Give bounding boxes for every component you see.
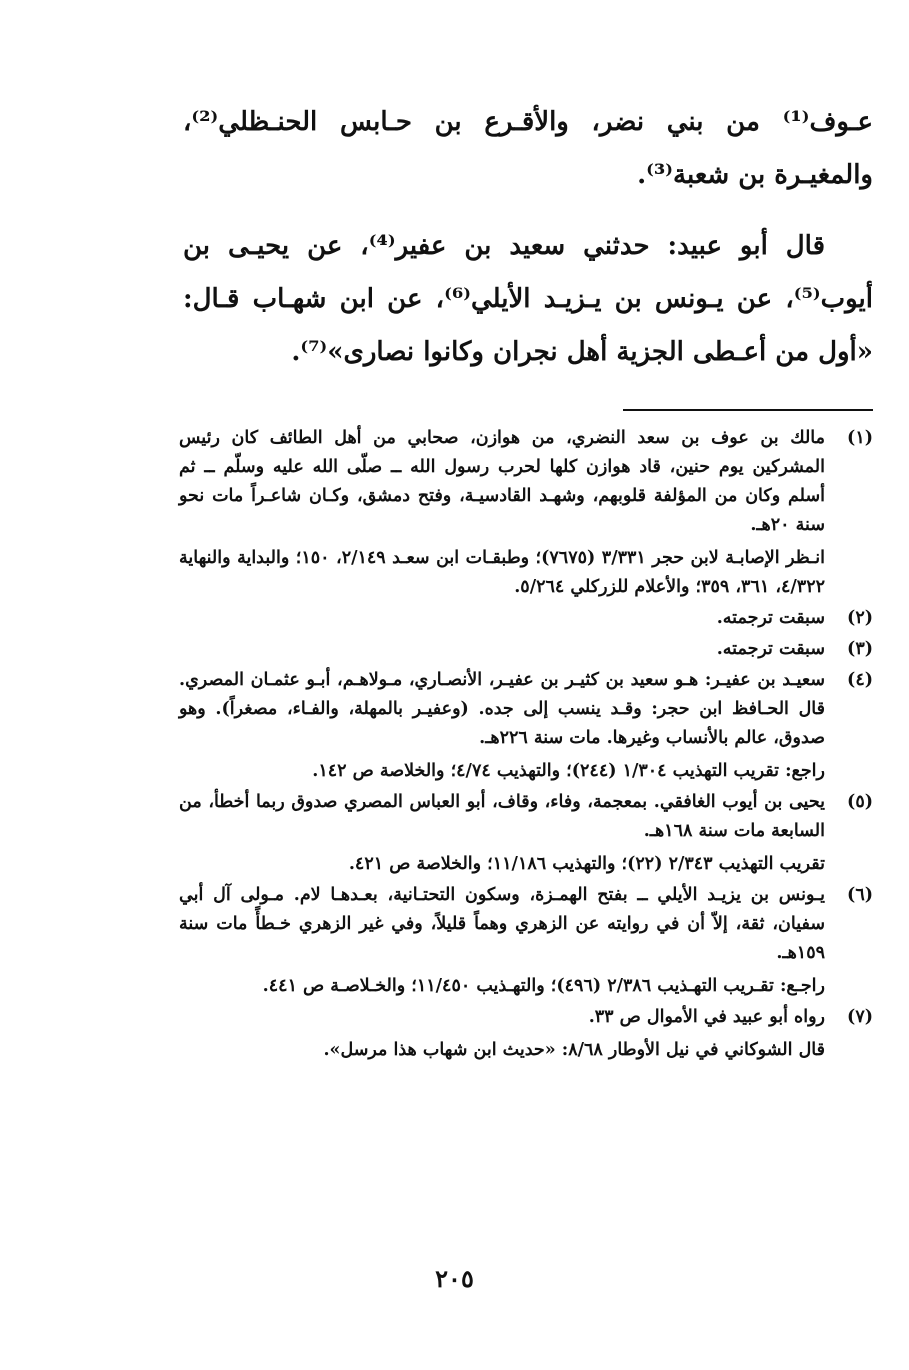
footnote: [179, 788, 873, 879]
footnote-paragraph: يحيى بن أيوب الغافقي. بمعجمة، وفاء، وقاف، أبو العباس المصري صدوق ربما أخطأ، من السابعة مات سنة ١٦٨هـ.: [179, 792, 825, 841]
footnote: [179, 635, 873, 664]
footnote-number: (٦): [847, 885, 873, 905]
footnote-paragraph: انـظر الإصابـة لابن حجر ٣/٣٣١ (٧٦٧٥)؛ وطبقـات ابن سعـد ٢/١٤٩، ١٥٠؛ والبداية والنهاية ٤/٣٢٢، ٣٦١، ٣٥٩؛ والأعلام للزركلي ٥/٢٦٤.: [179, 548, 825, 597]
footnote: [179, 424, 873, 602]
footnote-body: [179, 881, 825, 1001]
footnote: [179, 881, 873, 1001]
footnote-body: [179, 1003, 825, 1065]
footnote-number: (٧): [847, 1007, 873, 1027]
footnote: [179, 1003, 873, 1065]
footnote-number: (٥): [847, 792, 873, 812]
footnote-paragraph: سبقت ترجمته.: [716, 639, 825, 659]
main-paragraph-1: عـوف⁽¹⁾ من بني نضر، والأقـرع بن حـابس الحنـظلي⁽²⁾، والمغيـرة بن شعبة⁽³⁾.: [183, 107, 873, 190]
footnote-body: [179, 666, 825, 786]
footnote-body: [179, 424, 825, 602]
footnote-paragraph: سبقت ترجمته.: [716, 608, 825, 628]
footnote-body: [179, 635, 825, 664]
footnote-body: [179, 788, 825, 879]
footnote-number: (٤): [847, 670, 873, 690]
footnote-number: (٢): [847, 608, 873, 628]
footnote-body: [179, 604, 825, 633]
main-text: [183, 96, 873, 379]
footnote-paragraph: رواه أبو عبيد في الأموال ص ٣٣.: [588, 1007, 825, 1027]
page-number: ٢٠٥: [435, 1264, 474, 1293]
footnote-paragraph: مالك بن عوف بن سعد النضري، من هوازن، صحابي من أهل الطائف كان رئيس المشركين يوم حنين، قاد هوازن كلها لحرب رسول الله ــ صلّى الله عليه وسلّم ــ ثم أسلم وكان من المؤلفة قلوبهم، وشهـد القادسيـة، وفتح دمشق، وكـان شاعـراً مات نحو سنة ٢٠هـ.: [179, 428, 825, 535]
main-paragraph-2: قال أبو عبيد: حدثني سعيد بن عفير⁽⁴⁾، عن يحيـى بن أيوب⁽⁵⁾، عن يـونس بن يـزيـد الأيلي⁽⁶⁾، عن ابن شهـاب قـال: «أول من أعـطى الجزية أهل نجران وكانوا نصارى»⁽⁷⁾.: [183, 231, 873, 367]
footnote-paragraph: قال الشوكاني في نيل الأوطار ٨/٦٨: «حديث ابن شهاب هذا مرسل».: [323, 1040, 825, 1060]
footnote-number: (١): [847, 428, 873, 448]
footnotes: [179, 424, 873, 1067]
footnote-paragraph: راجـع: تقـريب التهـذيب ٢/٣٨٦ (٤٩٦)؛ والتهـذيب ١١/٤٥٠؛ والخـلاصـة ص ٤٤١.: [262, 976, 825, 996]
footnote-number: (٣): [847, 639, 873, 659]
footnote-paragraph: سعيـد بن عفيـر: هـو سعيد بن كثيـر بن عفيـر، الأنصـاري، مـولاهـم، أبـو عثمـان المصري. قال الحـافظ ابن حجر: وقـد ينسب إلى جده. (وعفيـر بالمهلة، والفـاء، مصغراً). وهو صدوق، عالم بالأنساب وغيرها. مات سنة ٢٢٦هـ.: [179, 670, 825, 748]
footnote-paragraph: راجع: تقريب التهذيب ١/٣٠٤ (٢٤٤)؛ والتهذيب ٤/٧٤؛ والخلاصة ص ١٤٢.: [312, 761, 825, 781]
footnote: [179, 604, 873, 633]
footnote-paragraph: يـونس بن يزيـد الأيلي ــ بفتح الهمـزة، وسكون التحتـانية، بعـدهـا لام. مـولى آل أبي سفيان، ثقة، إلاّ أن في روايته عن الزهري وهماً قليلاً، وفي غير الزهري خـطأً مات سنة ١٥٩هـ.: [179, 885, 825, 963]
footnote-paragraph: تقريب التهذيب ٢/٣٤٣ (٢٢)؛ والتهذيب ١١/١٨٦؛ والخلاصة ص ٤٢١.: [348, 854, 825, 874]
footnote: [179, 666, 873, 786]
footnote-separator: [623, 409, 873, 411]
